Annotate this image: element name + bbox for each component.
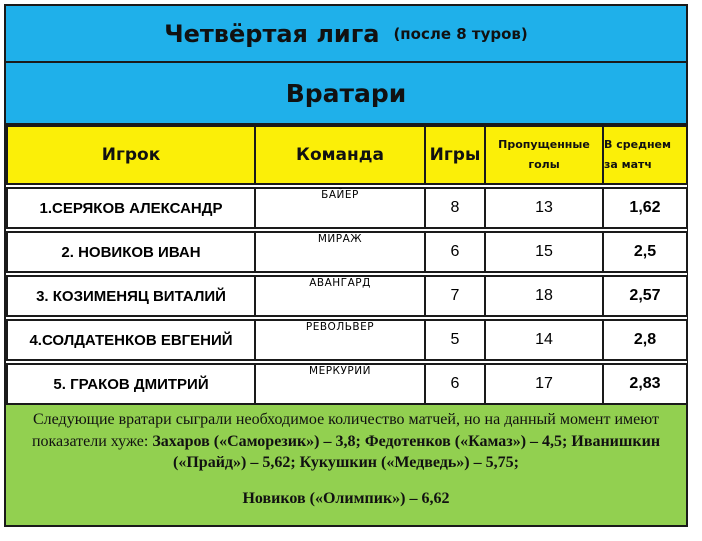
player-name: 1.СЕРЯКОВ АЛЕКСАНДР — [7, 188, 255, 228]
footnote-player-1: Захаров («Саморезик») – 3,8; — [152, 432, 361, 450]
footnote-panel — [6, 403, 686, 525]
section-title: Вратари — [285, 78, 407, 108]
player-name: 4.СОЛДАТЕНКОВ ЕВГЕНИЙ — [7, 320, 255, 360]
header-team: Команда — [255, 126, 425, 184]
games-count: 6 — [425, 364, 485, 404]
header-player: Игрок — [7, 126, 255, 184]
footnote-player-5: Новиков («Олимпик») – 6,62 — [242, 489, 450, 507]
conceded-count: 14 — [485, 320, 603, 360]
average-value: 2,8 — [603, 320, 687, 360]
games-count: 6 — [425, 232, 485, 272]
header-average — [603, 126, 687, 184]
average-value: 2,5 — [603, 232, 687, 272]
player-name: 5. ГРАКОВ ДМИТРИЙ — [7, 364, 255, 404]
header-conceded-line2: голы — [528, 158, 560, 171]
goalkeepers-table — [6, 125, 688, 405]
footnote-player-2: Федотенков («Камаз») – 4,5; — [364, 432, 568, 450]
games-count: 5 — [425, 320, 485, 360]
header-row — [7, 126, 687, 184]
table-row — [7, 232, 687, 272]
player-name: 2. НОВИКОВ ИВАН — [7, 232, 255, 272]
team-name: РЕВОЛЬВЕР — [255, 320, 425, 360]
games-count: 8 — [425, 188, 485, 228]
average-value: 1,62 — [603, 188, 687, 228]
table-row — [7, 320, 687, 360]
table-row — [7, 276, 687, 316]
team-name: БАЙЕР — [255, 188, 425, 228]
league-table-frame — [4, 4, 688, 527]
conceded-count: 15 — [485, 232, 603, 272]
footnote-player-4: Кукушкин («Медведь») – 5,75; — [299, 454, 519, 471]
section-band — [6, 63, 686, 125]
average-value: 2,57 — [603, 276, 687, 316]
team-name: АВАНГАРД — [255, 276, 425, 316]
footnote-player-3: Иванишкин («Прайд») – 5,62; — [173, 432, 661, 471]
games-count: 7 — [425, 276, 485, 316]
header-average-line2: за матч — [604, 158, 652, 171]
footnote-intro: Следующие вратари сыграли необходимое количество матчей, но на данный момент имеют показатели хуже: — [31, 411, 659, 450]
header-average-line1: В среднем — [604, 138, 672, 151]
team-name: МЕРКУРИЙ — [255, 364, 425, 404]
team-name: МИРАЖ — [255, 232, 425, 272]
header-conceded-line1: Пропущенные — [498, 138, 590, 151]
title-band — [6, 6, 686, 63]
conceded-count: 13 — [485, 188, 603, 228]
conceded-count: 18 — [485, 276, 603, 316]
player-name: 3. КОЗИМЕНЯЦ ВИТАЛИЙ — [7, 276, 255, 316]
header-conceded — [485, 126, 603, 184]
average-value: 2,83 — [603, 364, 687, 404]
table-row — [7, 364, 687, 404]
conceded-count: 17 — [485, 364, 603, 404]
table-row — [7, 188, 687, 228]
league-subtitle: (после 8 туров) — [393, 24, 528, 43]
league-title: Четвёртая лига — [164, 19, 380, 48]
header-games: Игры — [425, 126, 485, 184]
